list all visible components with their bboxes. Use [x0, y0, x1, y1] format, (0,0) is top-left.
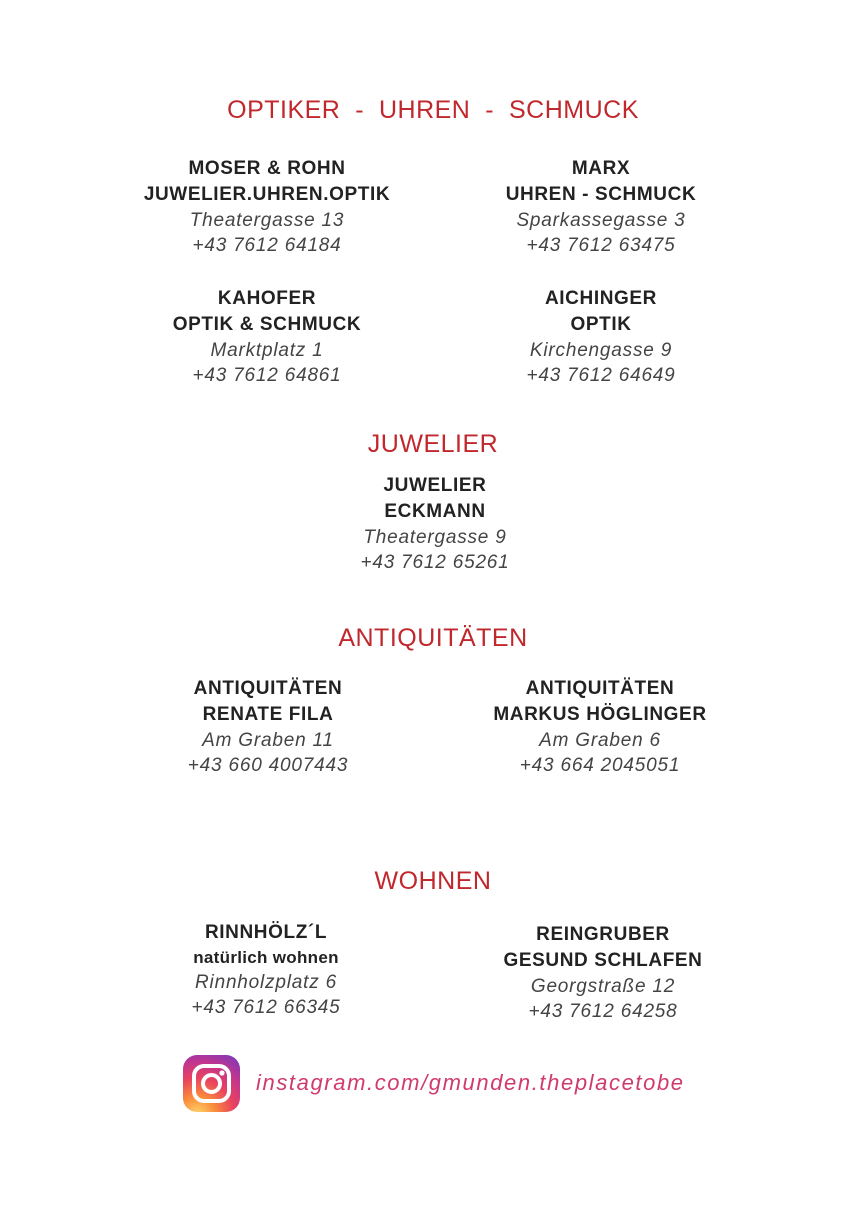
shop-name: RINNHÖLZ´L — [204, 922, 328, 943]
shop-subtitle: GESUND SCHLAFEN — [503, 950, 703, 971]
instagram-link[interactable]: instagram.com/gmunden.theplacetobe — [256, 1070, 685, 1095]
shop-name: AICHINGER — [544, 288, 657, 309]
shop-phone[interactable]: +43 7612 66345 — [191, 997, 341, 1018]
shop-phone[interactable]: +43 7612 65261 — [360, 552, 510, 573]
shop-phone[interactable]: +43 7612 64184 — [192, 235, 342, 256]
shop-entry-markus-hoeglinger — [450, 676, 750, 778]
shop-subtitle: MARKUS HÖGLINGER — [493, 704, 707, 725]
shop-address: Georgstraße 12 — [530, 976, 676, 997]
shop-entry-kahofer — [117, 286, 417, 388]
shop-entry-moser-rohn — [117, 156, 417, 258]
shop-name: REINGRUBER — [536, 924, 670, 945]
shop-address: Theatergasse 13 — [189, 210, 345, 231]
shop-subtitle: RENATE FILA — [202, 704, 334, 725]
shop-name: ANTIQUITÄTEN — [193, 678, 343, 699]
shop-subtitle: natürlich wohnen — [193, 948, 339, 967]
shop-entry-marx — [451, 156, 751, 258]
shop-entry-eckmann — [285, 473, 585, 575]
shop-phone[interactable]: +43 664 2045051 — [519, 755, 681, 776]
shop-address: Kirchengasse 9 — [529, 340, 673, 361]
instagram-footer[interactable] — [183, 1054, 685, 1112]
shop-entry-rinnhoelzl — [116, 920, 416, 1020]
shop-subtitle: ECKMANN — [384, 501, 486, 522]
shop-address: Rinnholzplatz 6 — [195, 972, 337, 993]
section-heading-antiquitaeten: ANTIQUITÄTEN — [338, 624, 528, 652]
shop-address: Sparkassegasse 3 — [516, 210, 686, 231]
shop-entry-aichinger — [451, 286, 751, 388]
shop-address: Marktplatz 1 — [210, 340, 324, 361]
shop-phone[interactable]: +43 7612 63475 — [526, 235, 676, 256]
shop-phone[interactable]: +43 7612 64258 — [528, 1001, 678, 1022]
shop-name: MOSER & ROHN — [188, 158, 346, 179]
shop-subtitle: JUWELIER.UHREN.OPTIK — [143, 184, 391, 205]
instagram-icon[interactable] — [183, 1055, 240, 1112]
shop-name: MARX — [571, 158, 631, 179]
section-heading-wohnen: WOHNEN — [374, 867, 492, 895]
section-heading-juwelier: JUWELIER — [367, 430, 499, 458]
shop-phone[interactable]: +43 660 4007443 — [187, 755, 349, 776]
shop-entry-reingruber — [453, 922, 753, 1024]
shop-address: Am Graben 6 — [539, 730, 661, 751]
section-heading-optiker: OPTIKER - UHREN - SCHMUCK — [227, 96, 639, 124]
shop-name: JUWELIER — [383, 475, 487, 496]
shop-phone[interactable]: +43 7612 64649 — [526, 365, 676, 386]
shop-address: Theatergasse 9 — [363, 527, 507, 548]
shop-name: ANTIQUITÄTEN — [525, 678, 675, 699]
shop-subtitle: UHREN - SCHMUCK — [505, 184, 697, 205]
shop-name: KAHOFER — [217, 288, 317, 309]
shop-subtitle: OPTIK & SCHMUCK — [172, 314, 362, 335]
shop-phone[interactable]: +43 7612 64861 — [192, 365, 342, 386]
shop-address: Am Graben 11 — [202, 730, 334, 751]
shop-subtitle: OPTIK — [570, 314, 632, 335]
shop-entry-renate-fila — [118, 676, 418, 778]
